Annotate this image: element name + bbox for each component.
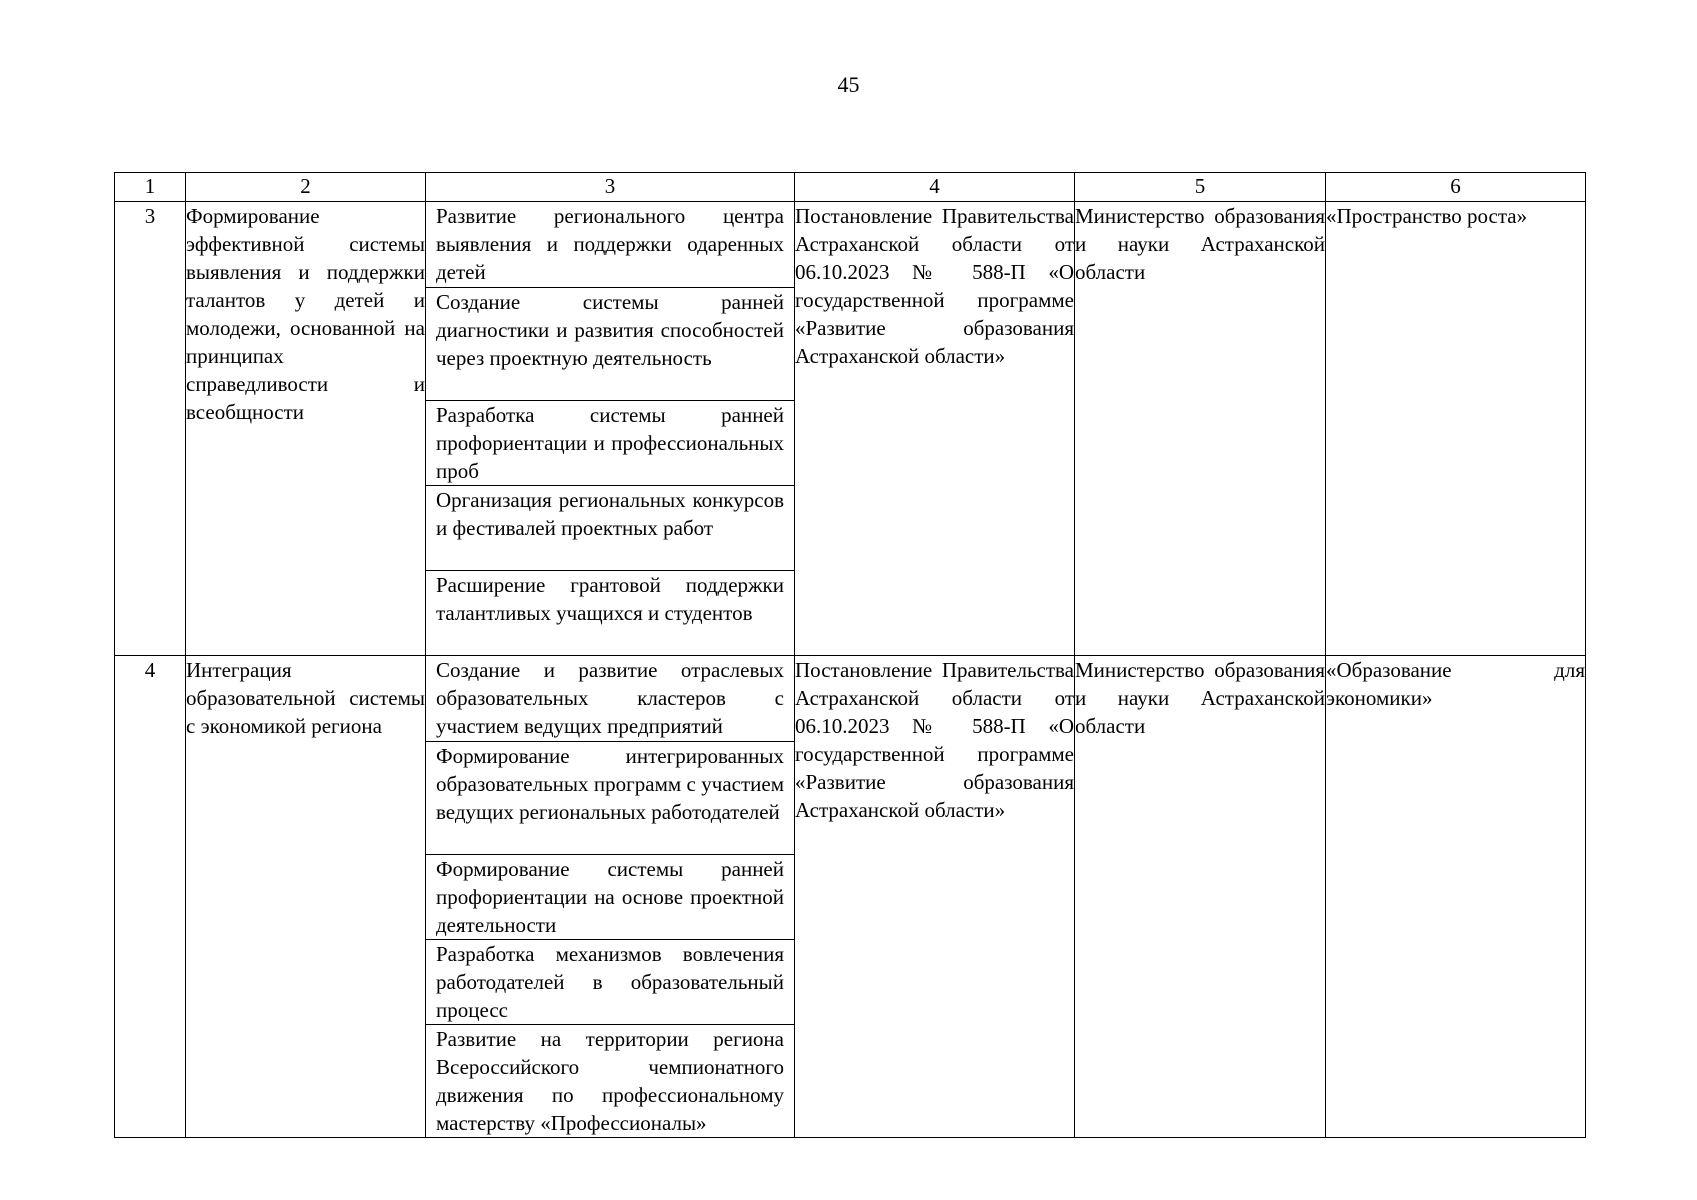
document-cell: Постановление Правительства Астраханской области от 06.10.2023 № 588-П «О государственной программе «Развитие образования Астраханской области» xyxy=(795,202,1075,656)
measure-item: Развитие на территории региона Всероссийского чемпионатного движения по профессиональному мастерству «Профессионалы» xyxy=(426,1024,794,1137)
project-cell: «Пространство роста» xyxy=(1326,202,1586,656)
table-row xyxy=(115,656,1586,1138)
document-cell: Постановление Правительства Астраханской области от 06.10.2023 № 588-П «О государственной программе «Развитие образования Астраханской области» xyxy=(795,656,1075,1138)
responsible-cell: Министерство образования и науки Астраханской области xyxy=(1075,202,1326,656)
measures-table xyxy=(114,172,1586,1138)
header-cell-5: 5 xyxy=(1075,173,1326,202)
measures-cell xyxy=(426,202,795,656)
header-cell-6: 6 xyxy=(1326,173,1586,202)
measures-cell xyxy=(426,656,795,1138)
header-cell-3: 3 xyxy=(426,173,795,202)
measure-item: Создание системы ранней диагностики и развития способностей через проектную деятельность xyxy=(426,287,794,400)
row-number: 4 xyxy=(115,656,186,1138)
table-header-row xyxy=(115,173,1586,202)
measure-item: Создание и развитие отраслевых образовательных кластеров с участием ведущих предприятий xyxy=(436,658,784,738)
header-cell-1: 1 xyxy=(115,173,186,202)
responsible-cell: Министерство образования и науки Астраханской области xyxy=(1075,656,1326,1138)
header-cell-2: 2 xyxy=(186,173,426,202)
measure-item: Развитие регионального центра выявления и поддержки одаренных детей xyxy=(436,204,784,284)
project-cell: «Образование для экономики» xyxy=(1326,656,1586,1138)
measure-item: Разработка механизмов вовлечения работодателей в образовательный процесс xyxy=(426,939,794,1024)
goal-cell: Интеграция образовательной системы с экономикой региона xyxy=(186,656,426,1138)
row-number: 3 xyxy=(115,202,186,656)
page-number: 45 xyxy=(837,72,860,97)
measure-item: Формирование системы ранней профориентации на основе проектной деятельности xyxy=(426,854,794,939)
goal-cell: Формирование эффективной системы выявления и поддержки талантов у детей и молодежи, основанной на принципах справедливости и всеобщности xyxy=(186,202,426,656)
header-cell-4: 4 xyxy=(795,173,1075,202)
table-row xyxy=(115,202,1586,656)
measure-item: Расширение грантовой поддержки талантливых учащихся и студентов xyxy=(426,570,794,655)
measure-item: Разработка системы ранней профориентации и профессиональных проб xyxy=(426,400,794,485)
measure-item: Формирование интегрированных образовательных программ с участием ведущих региональных работодателей xyxy=(426,741,794,854)
measure-item: Организация региональных конкурсов и фестивалей проектных работ xyxy=(426,485,794,570)
